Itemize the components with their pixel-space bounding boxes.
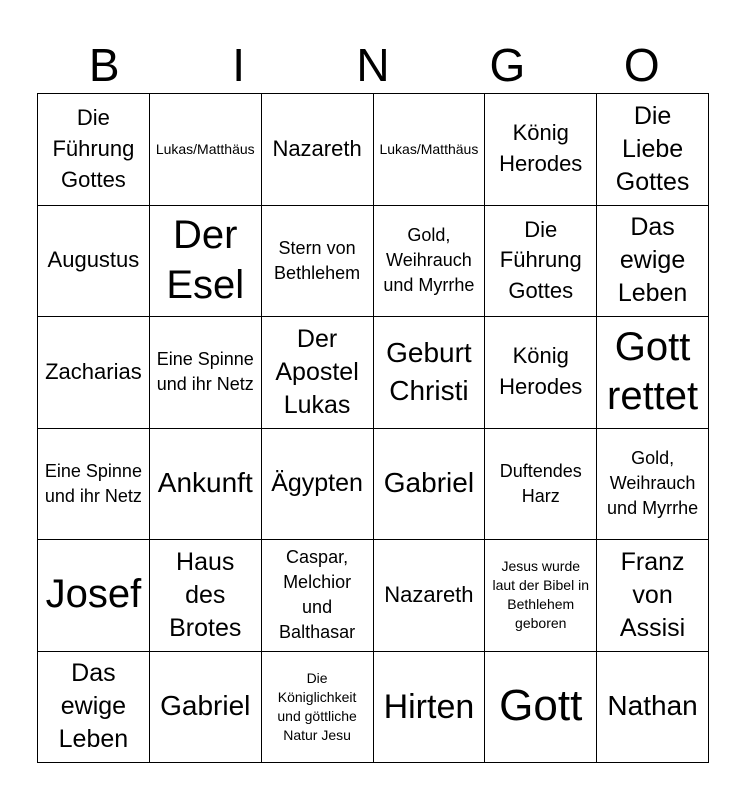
bingo-cell[interactable] bbox=[150, 206, 262, 318]
bingo-cell[interactable] bbox=[38, 429, 150, 541]
cell-label: Geburt Christi bbox=[386, 336, 472, 407]
bingo-cell[interactable] bbox=[485, 540, 597, 652]
cell-label: Augustus bbox=[47, 247, 140, 273]
bingo-cell[interactable] bbox=[262, 429, 374, 541]
bingo-cell[interactable] bbox=[374, 317, 486, 429]
bingo-cell[interactable] bbox=[150, 652, 262, 764]
bingo-cell[interactable] bbox=[38, 94, 150, 206]
bingo-cell[interactable] bbox=[262, 206, 374, 318]
cell-label: Eine Spinne und ihr Netz bbox=[156, 349, 254, 395]
cell-label: König Herodes bbox=[499, 343, 583, 400]
cell-label: Das ewige Leben bbox=[617, 213, 688, 308]
bingo-card-grid bbox=[37, 93, 709, 763]
cell-label: Lukas/Matthäus bbox=[155, 140, 255, 157]
cell-label: Ägypten bbox=[271, 469, 363, 498]
cell-label: Die Liebe Gottes bbox=[615, 101, 690, 196]
cell-label: Die Führung Gottes bbox=[499, 216, 582, 304]
cell-label: Josef bbox=[45, 572, 142, 617]
cell-label: Jesus wurde laut der Bibel in Bethlehem geboren bbox=[492, 558, 589, 632]
bingo-cell[interactable] bbox=[597, 206, 709, 318]
bingo-header bbox=[37, 36, 709, 94]
cell-label: Stern von Bethlehem bbox=[274, 237, 361, 283]
bingo-cell[interactable] bbox=[262, 652, 374, 764]
cell-label: König Herodes bbox=[499, 120, 583, 177]
bingo-cell[interactable] bbox=[374, 206, 486, 318]
cell-label: Der Apostel Lukas bbox=[275, 324, 359, 419]
bingo-cell[interactable] bbox=[374, 429, 486, 541]
cell-label: Zacharias bbox=[45, 358, 142, 384]
header-letter-o: O bbox=[623, 39, 660, 91]
bingo-cell[interactable] bbox=[38, 317, 150, 429]
cell-label: Der Esel bbox=[166, 213, 245, 307]
header-letter-n: N bbox=[356, 39, 390, 91]
cell-label: Die Königlichkeit und göttliche Natur Jesu bbox=[277, 669, 357, 743]
cell-label: Gold, Weihrauch und Myrrhe bbox=[607, 447, 699, 519]
bingo-cell[interactable] bbox=[150, 429, 262, 541]
bingo-cell[interactable] bbox=[38, 652, 150, 764]
bingo-cell[interactable] bbox=[262, 317, 374, 429]
cell-label: Nazareth bbox=[384, 581, 474, 607]
bingo-cell[interactable] bbox=[374, 540, 486, 652]
cell-label: Die Führung Gottes bbox=[52, 105, 135, 192]
bingo-cell[interactable] bbox=[485, 94, 597, 206]
cell-label: Franz von Assisi bbox=[619, 547, 686, 642]
cell-label: Gabriel bbox=[383, 467, 475, 499]
cell-label: Lukas/Matthäus bbox=[379, 140, 479, 157]
cell-label: Gabriel bbox=[160, 690, 251, 722]
bingo-cell[interactable] bbox=[485, 317, 597, 429]
cell-label: Das ewige Leben bbox=[58, 659, 129, 754]
bingo-cell[interactable] bbox=[597, 317, 709, 429]
header-letter-i: I bbox=[232, 39, 245, 91]
bingo-cell[interactable] bbox=[485, 429, 597, 541]
bingo-cell[interactable] bbox=[597, 429, 709, 541]
cell-label: Nazareth bbox=[272, 135, 362, 161]
bingo-cell[interactable] bbox=[150, 540, 262, 652]
bingo-cell[interactable] bbox=[485, 652, 597, 764]
header-letter-b: B bbox=[88, 39, 120, 91]
cell-label: Nathan bbox=[607, 690, 698, 722]
bingo-cell[interactable] bbox=[374, 94, 486, 206]
bingo-cell[interactable] bbox=[597, 540, 709, 652]
cell-label: Hirten bbox=[383, 687, 475, 726]
bingo-cell[interactable] bbox=[485, 206, 597, 318]
bingo-cell[interactable] bbox=[38, 540, 150, 652]
cell-label: Gold, Weihrauch und Myrrhe bbox=[383, 224, 475, 296]
bingo-cell[interactable] bbox=[38, 206, 150, 318]
bingo-cell[interactable] bbox=[374, 652, 486, 764]
header-letter-g: G bbox=[489, 39, 526, 91]
cell-label: Duftendes Harz bbox=[499, 460, 582, 506]
bingo-cell[interactable] bbox=[597, 652, 709, 764]
cell-label: Gott bbox=[499, 681, 583, 731]
bingo-cell[interactable] bbox=[150, 317, 262, 429]
cell-label: Eine Spinne und ihr Netz bbox=[44, 460, 142, 506]
bingo-cell[interactable] bbox=[262, 94, 374, 206]
cell-label: Gott rettet bbox=[607, 324, 699, 419]
bingo-cell[interactable] bbox=[262, 540, 374, 652]
cell-label: Caspar, Melchior und Balthasar bbox=[279, 546, 356, 643]
cell-label: Ankunft bbox=[157, 467, 253, 499]
cell-label: Haus des Brotes bbox=[169, 547, 242, 642]
bingo-cell[interactable] bbox=[150, 94, 262, 206]
bingo-cell[interactable] bbox=[597, 94, 709, 206]
